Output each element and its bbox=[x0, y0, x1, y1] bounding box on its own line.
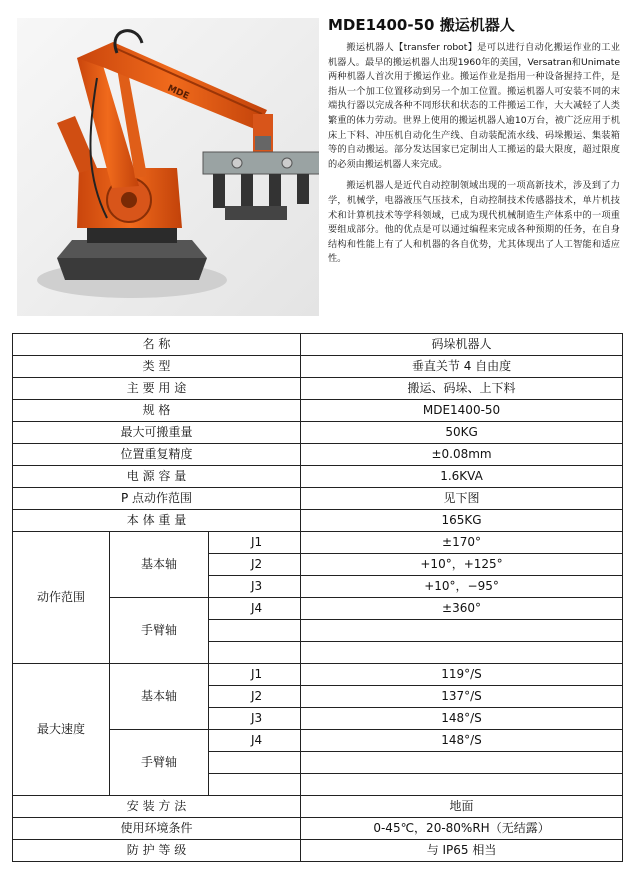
table-row bbox=[13, 378, 623, 400]
joint-label: J1 bbox=[209, 532, 301, 554]
row-value: 与 IP65 相当 bbox=[301, 840, 623, 862]
max-speed-label: 最大速度 bbox=[13, 664, 110, 796]
row-value: 165KG bbox=[301, 510, 623, 532]
joint-value bbox=[301, 774, 623, 796]
motion-base-axis-label: 基本轴 bbox=[110, 532, 209, 598]
table-row bbox=[13, 510, 623, 532]
table-row bbox=[13, 466, 623, 488]
table-row bbox=[13, 356, 623, 378]
speed-arm-axis-label: 手臂轴 bbox=[110, 730, 209, 796]
joint-label: J3 bbox=[209, 708, 301, 730]
joint-value: 148°/S bbox=[301, 730, 623, 752]
palletizing-robot-illustration bbox=[17, 18, 319, 316]
intro-paragraph: 搬运机器人【transfer robot】是可以进行自动化搬运作业的工业机器人。最早的搬运机器人出现1960年的美国，Versatran和Unimate两种机器人首次用于搬运作业。搬运作业是指用一种设备握持工件，是指从一个加工位置移动到另一个加工位置。搬运机器人可安装不同的末端执行器以完成各种不同形状和状态的工件搬运工作，大大减轻了人类繁重的体力劳动。世界上使用的搬运机器人逾10万台，被广泛应用于机床上下料、冲压机自动化生产线、自动装配流水线、码垛搬运、集装箱等的自动搬运。部分发达国家已定制出人工搬运的最大限度，超过限度的必须由搬运机器人来完成。 bbox=[328, 42, 620, 170]
row-value: 1.6KVA bbox=[301, 466, 623, 488]
row-value: 码垛机器人 bbox=[301, 334, 623, 356]
row-label: 本 体 重 量 bbox=[13, 510, 301, 532]
row-label: P 点动作范围 bbox=[13, 488, 301, 510]
table-row bbox=[13, 488, 623, 510]
table-row bbox=[13, 840, 623, 862]
joint-value: ±170° bbox=[301, 532, 623, 554]
page-title: MDE1400-50 搬运机器人 bbox=[328, 16, 515, 34]
row-label: 名 称 bbox=[13, 334, 301, 356]
intro-paragraph: 搬运机器人是近代自动控制领域出现的一项高新技术，涉及到了力学，机械学，电器液压气压技术，自动控制技术传感器技术，单片机技术和计算机技术等学科领域，已成为现代机械制造生产体系中的一项重要组成部分。他的优点是可以通过编程来完成各种预期的任务，在自身结构和性能上有了人和机器的各自优势，尤其体现出了人工智能和适应性。 bbox=[328, 180, 620, 265]
row-value: 搬运、码垛、上下料 bbox=[301, 378, 623, 400]
table-row bbox=[13, 796, 623, 818]
table-row bbox=[13, 818, 623, 840]
speed-base-axis-label: 基本轴 bbox=[110, 664, 209, 730]
joint-label: J4 bbox=[209, 598, 301, 620]
row-value: 垂直关节 4 自由度 bbox=[301, 356, 623, 378]
motion-range-label: 动作范围 bbox=[13, 532, 110, 664]
row-label: 安 装 方 法 bbox=[13, 796, 301, 818]
joint-value: ±360° bbox=[301, 598, 623, 620]
joint-label bbox=[209, 642, 301, 664]
joint-label: J2 bbox=[209, 554, 301, 576]
joint-value bbox=[301, 752, 623, 774]
table-row bbox=[13, 444, 623, 466]
joint-value bbox=[301, 620, 623, 642]
row-label: 使用环境条件 bbox=[13, 818, 301, 840]
arm-label: MDE bbox=[165, 83, 191, 102]
joint-label: J4 bbox=[209, 730, 301, 752]
row-label: 位置重复精度 bbox=[13, 444, 301, 466]
row-value: 见下图 bbox=[301, 488, 623, 510]
joint-value bbox=[301, 642, 623, 664]
table-row bbox=[13, 334, 623, 356]
joint-value: +10°，−95° bbox=[301, 576, 623, 598]
joint-label bbox=[209, 752, 301, 774]
joint-label: J3 bbox=[209, 576, 301, 598]
joint-label bbox=[209, 620, 301, 642]
row-value: 地面 bbox=[301, 796, 623, 818]
row-value: ±0.08mm bbox=[301, 444, 623, 466]
row-label: 规 格 bbox=[13, 400, 301, 422]
joint-label bbox=[209, 774, 301, 796]
table-row bbox=[13, 422, 623, 444]
motion-arm-axis-label: 手臂轴 bbox=[110, 598, 209, 664]
row-label: 防 护 等 级 bbox=[13, 840, 301, 862]
joint-label: J2 bbox=[209, 686, 301, 708]
joint-label: J1 bbox=[209, 664, 301, 686]
robot-photo bbox=[17, 18, 319, 316]
row-label: 主 要 用 途 bbox=[13, 378, 301, 400]
row-value: 50KG bbox=[301, 422, 623, 444]
table-row bbox=[13, 532, 623, 554]
row-label: 类 型 bbox=[13, 356, 301, 378]
row-value: 0-45℃，20-80%RH（无结露） bbox=[301, 818, 623, 840]
row-value: MDE1400-50 bbox=[301, 400, 623, 422]
row-label: 电 源 容 量 bbox=[13, 466, 301, 488]
table-row bbox=[13, 664, 623, 686]
spec-table bbox=[12, 333, 623, 862]
intro-section bbox=[328, 14, 620, 274]
row-label: 最大可搬重量 bbox=[13, 422, 301, 444]
table-row bbox=[13, 400, 623, 422]
joint-value: 119°/S bbox=[301, 664, 623, 686]
joint-value: 148°/S bbox=[301, 708, 623, 730]
joint-value: +10°，+125° bbox=[301, 554, 623, 576]
joint-value: 137°/S bbox=[301, 686, 623, 708]
